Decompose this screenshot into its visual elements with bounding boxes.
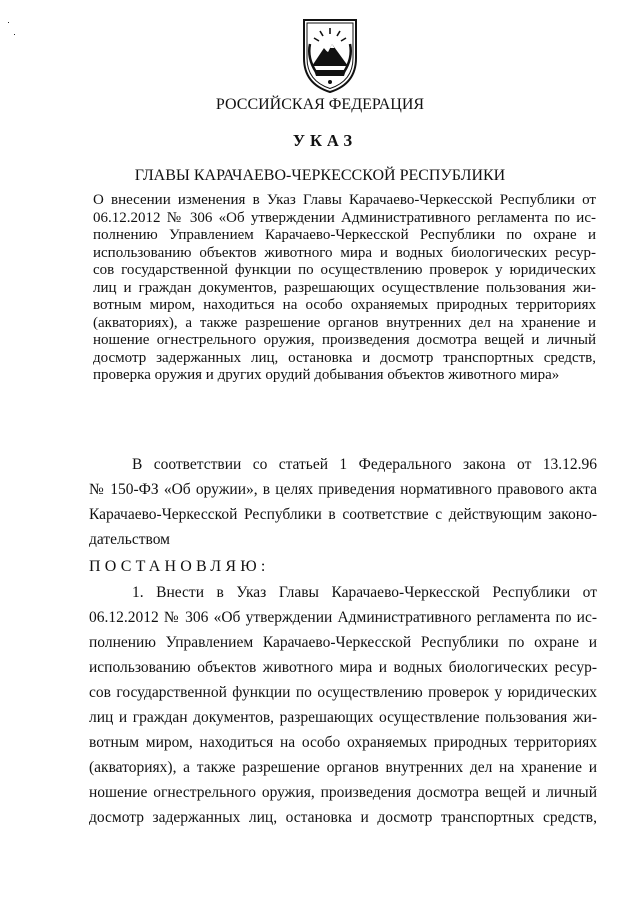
item-line: 06.12.2012 № 306 «Об утверждении Административного регламента по ис- <box>89 609 597 626</box>
country-title: РОССИЙСКАЯ ФЕДЕРАЦИЯ <box>215 96 425 113</box>
item-line: полнению Управлением Карачаево-Черкесской Республики по охране и <box>89 634 597 651</box>
item-line: 1. Внести в Указ Главы Карачаево-Черкесской Республики от <box>132 584 597 601</box>
preamble-line: использованию объектов животного мира и водных биологических ресур- <box>93 244 596 261</box>
item-line: сов государственной функции по осуществлению проверок у юридических <box>89 684 597 701</box>
preamble-line: сов государственной функции по осуществлению проверок у юридических <box>93 262 596 278</box>
scan-speck <box>14 34 15 35</box>
intro-line: дательством <box>89 531 170 548</box>
item-line: (акваториях), а также разрешение органов внутренних дел на хранение и <box>89 759 597 776</box>
preamble-line: ношение огнестрельного оружия, произведения досмотра вещей и личный <box>93 332 596 348</box>
preamble-line: вотным миром, находиться на особо охраняемых природных территориях <box>93 297 596 313</box>
intro-line: В соответствии со статьей 1 Федерального закона от 13.12.96 <box>132 456 597 473</box>
item-line: досмотр задержанных лиц, остановка и досмотр транспортных средств, <box>89 809 597 826</box>
preamble-line: О внесении изменения в Указ Главы Карачаево-Черкесской Республики от <box>93 192 596 208</box>
preamble-line: 06.12.2012 № 306 «Об утверждении Административного регламента по ис- <box>93 209 596 226</box>
intro-line: Карачаево-Черкесской Республики в соответствие с действующим законо- <box>89 506 597 523</box>
preamble-line: полнению Управлением Карачаево-Черкесской Республики по охране и <box>93 227 596 243</box>
preamble-line: проверка оружия и других орудий добывания объектов животного мира» <box>93 367 560 383</box>
item-line: ношение огнестрельного оружия, произведения досмотра вещей и личный <box>89 784 597 801</box>
preamble-line: лиц и граждан документов, разрешающих осуществление пользования жи- <box>93 279 596 296</box>
scan-speck <box>8 22 9 23</box>
decree-body <box>89 452 597 830</box>
item-line: использованию объектов животного мира и водных биологических ресур- <box>89 659 597 676</box>
issuer-title: ГЛАВЫ КАРАЧАЕВО-ЧЕРКЕССКОЙ РЕСПУБЛИКИ <box>134 167 506 184</box>
resolve-heading: ПОСТАНОВЛЯЮ: <box>89 558 270 575</box>
decree-subject <box>93 192 596 385</box>
preamble-line: (акваториях), а также разрешение органов внутренних дел на хранение и <box>93 314 596 331</box>
item-line: вотным миром, находиться на особо охраняемых природных территориях <box>89 734 597 751</box>
item-line: лиц и граждан документов, разрешающих осуществление пользования жи- <box>89 709 597 726</box>
intro-line: № 150-ФЗ «Об оружии», в целях приведения нормативного правового акта <box>89 481 597 498</box>
document-type-title: УКАЗ <box>292 131 358 150</box>
coat-of-arms-icon <box>298 14 362 94</box>
preamble-line: досмотр задержанных лиц, остановка и досмотр транспортных средств, <box>93 349 596 366</box>
